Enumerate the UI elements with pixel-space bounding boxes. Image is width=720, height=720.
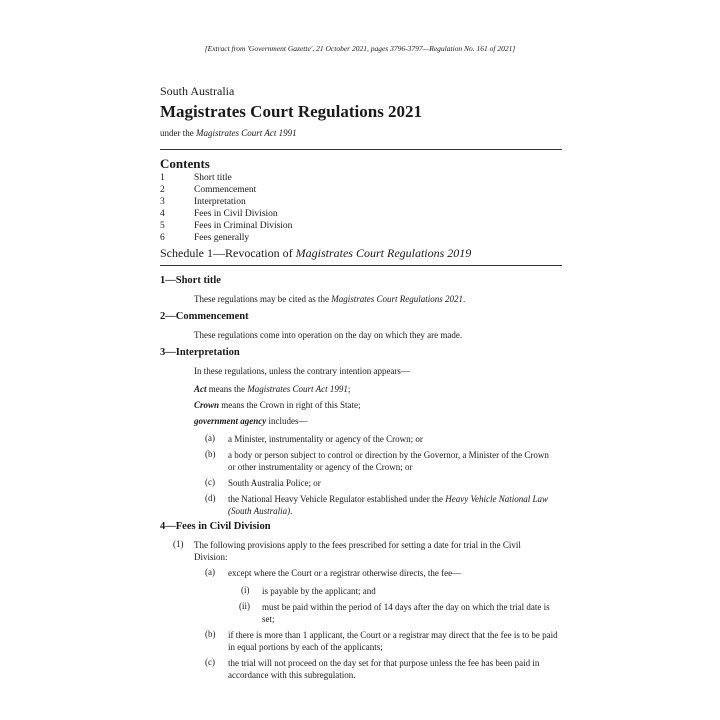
item-label: (c) (205, 657, 215, 667)
list-item: the trial will not proceed on the day set for that purpose unless the fee has been paid in accordance with this subregulation. (228, 658, 540, 680)
list-item: a body or person subject to control or direction by the Governor, a Minister of the Crown or other instrumentality or agency of the Crown; or (228, 450, 549, 472)
subregulation-label: (1) (173, 539, 184, 549)
contents-item-label: Fees in Criminal Division (194, 221, 293, 231)
section-2-text: These regulations come into operation on the day on which they are made. (194, 330, 463, 340)
item-label: (d) (205, 493, 216, 503)
item-label: (b) (205, 449, 216, 459)
section-heading-short-title: 1—Short title (160, 275, 221, 286)
text-prefix: These regulations may be cited as the (194, 294, 332, 304)
item-label: (a) (205, 567, 215, 577)
subitem-label: (i) (241, 585, 250, 595)
contents-item-number: 1 (160, 173, 165, 183)
contents-item-number: 2 (160, 185, 165, 195)
item-label: (a) (205, 433, 215, 443)
under-act-title: Magistrates Court Act 1991 (196, 128, 297, 138)
defined-term: Crown (194, 400, 220, 410)
sub-list-item: must be paid within the period of 14 days after the day on which the trial date is set; (262, 602, 550, 624)
divider (160, 149, 562, 150)
section-heading-commencement: 2—Commencement (160, 311, 249, 322)
section-heading-fees-civil: 4—Fees in Civil Division (160, 521, 271, 532)
contents-item[interactable] (160, 208, 292, 220)
contents-list (160, 172, 292, 244)
contents-item-label: Fees generally (194, 233, 250, 243)
schedule-prefix: Schedule 1—Revocation of (160, 246, 296, 260)
sub-list-item: is payable by the applicant; and (262, 586, 376, 596)
definition-end: ; (347, 384, 351, 394)
contents-item[interactable] (160, 184, 292, 196)
definition-government-agency (194, 415, 564, 427)
interpretation-intro: In these regulations, unless the contrary intention appears— (194, 366, 410, 376)
contents-item-label: Interpretation (194, 197, 246, 207)
under-act-line (160, 128, 297, 138)
item-label: (c) (205, 477, 215, 487)
act-title: Magistrates Court Act 1991 (247, 384, 348, 394)
item-label: (b) (205, 629, 216, 639)
list-item: except where the Court or a registrar otherwise directs, the fee— (228, 568, 462, 578)
subitem-label: (ii) (239, 601, 250, 611)
item-suffix: . (290, 506, 293, 516)
list-item: a Minister, instrumentality or agency of the Crown; or (228, 434, 423, 444)
contents-item-number: 6 (160, 233, 165, 243)
contents-item[interactable] (160, 172, 292, 184)
contents-item-label: Short title (194, 173, 232, 183)
item-text: the National Heavy Vehicle Regulator established under the (228, 494, 446, 504)
contents-item-label: Commencement (194, 185, 257, 195)
contents-heading: Contents (160, 156, 210, 171)
defined-term: Act (194, 384, 207, 394)
contents-item-number: 5 (160, 221, 165, 231)
page-title: Magistrates Court Regulations 2021 (160, 102, 423, 121)
contents-item-number: 4 (160, 209, 165, 219)
definition-text: includes— (266, 416, 308, 426)
definition-crown (194, 399, 564, 411)
law-title: Heavy Vehicle National Law (South Australia) (228, 494, 548, 516)
contents-item[interactable] (160, 220, 292, 232)
contents-schedule[interactable] (160, 246, 471, 261)
divider (160, 265, 562, 266)
defined-term: government agency (194, 416, 267, 426)
contents-item[interactable] (160, 196, 292, 208)
list-item (228, 493, 558, 517)
subregulation-text: The following provisions apply to the fees prescribed for setting a date for trial in the Civil Division: (194, 540, 521, 562)
schedule-title: Magistrates Court Regulations 2019 (295, 246, 472, 260)
contents-item-label: Fees in Civil Division (194, 209, 278, 219)
under-prefix: under the (160, 128, 196, 138)
list-item: if there is more than 1 applicant, the Court or a registrar may direct that the fee is to be paid in equal portions by each of the applicants; (228, 630, 558, 652)
text-suffix: . (462, 294, 466, 304)
regulation-title: Magistrates Court Regulations 2021 (331, 294, 463, 304)
extract-note: [Extract from 'Government Gazette', 21 October 2021, pages 3796-3797—Regulation No. 161 of 2021] (204, 44, 516, 53)
contents-item-number: 3 (160, 197, 165, 207)
section-1-text (194, 293, 564, 305)
section-heading-interpretation: 3—Interpretation (160, 347, 240, 358)
jurisdiction: South Australia (160, 84, 235, 98)
list-item: South Australia Police; or (228, 478, 321, 488)
definition-text: means the Crown in right of this State; (219, 400, 361, 410)
contents-item[interactable] (160, 232, 292, 244)
definition-act (194, 383, 564, 395)
definition-text: means the (206, 384, 248, 394)
